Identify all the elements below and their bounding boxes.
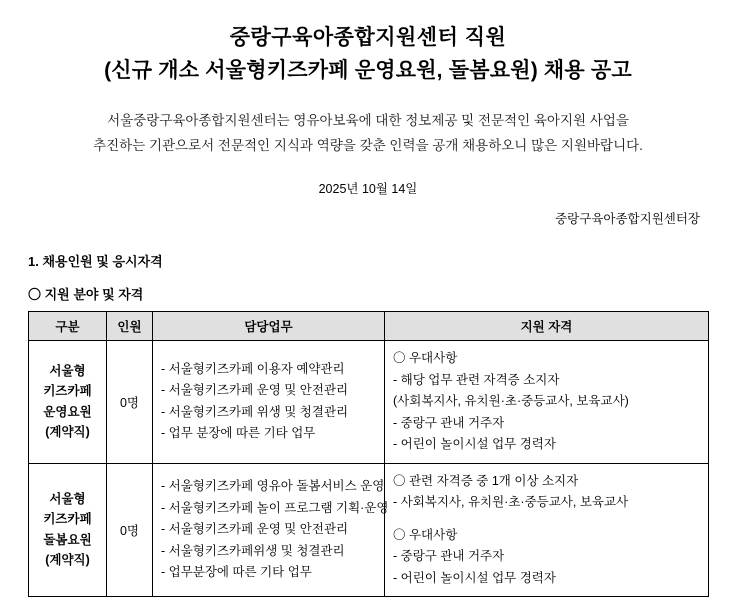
cell-duty — [153, 463, 389, 597]
intro-paragraph — [28, 109, 708, 159]
intro-line-2: 추진하는 기관으로서 전문적인 지식과 역량을 갖춘 인력을 공개 채용하오니 많은 지원바랍니다. — [93, 138, 643, 154]
gubun-line: (계약직) — [45, 553, 90, 568]
signer-name: 중랑구육아종합지원센터장 — [555, 212, 700, 227]
title-line-2: (신규 개소 서울형키즈카페 운영요원, 돌봄요원) 채용 공고 — [104, 58, 632, 82]
qualification-line: 〇 관련 자격증 중 1개 이상 소지자 — [393, 473, 579, 488]
qualification-line: - 어린이 놀이시설 업무 경력자 — [393, 570, 556, 585]
qualification-line: - 사회복지사, 유치원·초·중등교사, 보육교사 — [393, 495, 629, 510]
column-header-qualification: 지원 자격 — [385, 312, 709, 341]
cell-inwon: 0명 — [107, 341, 153, 464]
qualification-line: (사회복지사, 유치원·초·중등교사, 보육교사) — [393, 394, 629, 409]
duty-line: - 업무분장에 따른 기타 업무 — [161, 565, 312, 580]
qualification-line: 〇 우대사항 — [393, 527, 458, 542]
duty-line: - 서울형키즈카페위생 및 청결관리 — [161, 543, 345, 558]
duty-line: - 서울형키즈카페 영유아 돌봄서비스 운영 — [161, 479, 385, 494]
cell-qualification — [385, 341, 709, 464]
duty-line: - 서울형키즈카페 운영 및 안전관리 — [161, 383, 349, 398]
column-header-duty: 담당업무 — [153, 312, 385, 341]
qualification-line: - 해당 업무 관련 자격증 소지자 — [393, 372, 560, 387]
duty-line: - 서울형키즈카페 위생 및 청결관리 — [161, 404, 349, 419]
qualification-line: - 중랑구 관내 거주자 — [393, 549, 505, 564]
duty-line: - 서울형키즈카페 놀이 프로그램 기획·운영 — [161, 500, 389, 515]
duty-line: - 서울형키즈카페 운영 및 안전관리 — [161, 522, 349, 537]
column-header-inwon: 인원 — [107, 312, 153, 341]
gubun-line: 키즈카페 — [43, 384, 92, 399]
gubun-line: 서울형 — [49, 491, 86, 506]
intro-line-1: 서울중랑구육아종합지원센터는 영유아보육에 대한 정보제공 및 전문적인 육아지원 사업을 — [107, 113, 629, 129]
section-heading: 1. 채용인원 및 응시자격 — [28, 254, 163, 270]
gubun-line: 키즈카페 — [43, 512, 92, 527]
cell-qualification — [385, 463, 709, 597]
recruitment-table — [28, 311, 709, 597]
announcement-date: 2025년 10월 14일 — [318, 182, 418, 197]
qualification-line: - 중랑구 관내 거주자 — [393, 415, 505, 430]
gubun-line: 돌봄요원 — [43, 532, 92, 547]
duty-line: - 업무 분장에 따른 기타 업무 — [161, 426, 316, 441]
qualification-line: - 어린이 놀이시설 업무 경력자 — [393, 437, 556, 452]
table-row — [29, 463, 709, 597]
cell-inwon: 0명 — [107, 463, 153, 597]
duty-line: - 서울형키즈카페 이용자 예약관리 — [161, 361, 345, 376]
cell-gubun — [29, 463, 107, 597]
cell-duty — [153, 341, 385, 464]
qualification-line: 〇 우대사항 — [393, 351, 458, 366]
qualification-spacer — [393, 514, 702, 525]
table-header-row — [29, 312, 709, 341]
sub-heading: 〇 지원 분야 및 자격 — [28, 287, 144, 303]
title-line-1: 중랑구육아종합지원센터 직원 — [229, 26, 507, 49]
gubun-line: (계약직) — [45, 425, 90, 440]
document-title — [28, 22, 708, 87]
column-header-gubun: 구분 — [29, 312, 107, 341]
gubun-line: 서울형 — [49, 363, 86, 378]
table-row — [29, 341, 709, 464]
gubun-line: 운영요원 — [43, 404, 92, 419]
cell-gubun — [29, 341, 107, 464]
